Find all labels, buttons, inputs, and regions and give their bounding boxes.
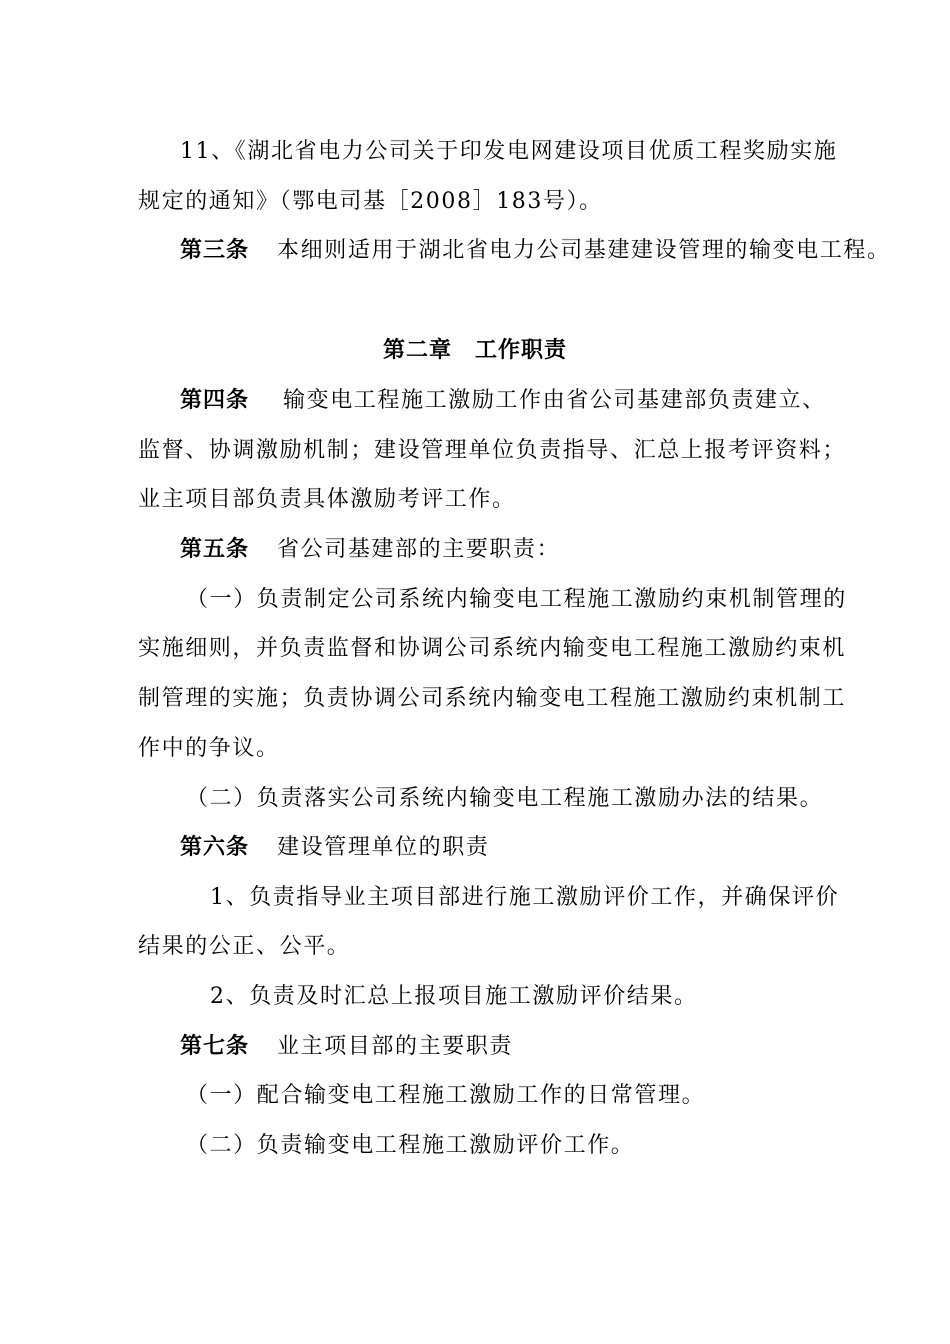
article-3-title: 第三条 [180,238,250,263]
article-7-text: 业主项目部的主要职责 [277,1034,514,1059]
article-4-text: 输变电工程施工激励工作由省公司基建部负责建立、 [283,388,826,413]
article-6 [180,833,489,863]
article-5-title: 第五条 [180,537,250,562]
article-7-item-1: （一）配合输变电工程施工激励工作的日常管理。 [186,1083,706,1108]
article-5-item-1-line-2: 实施细则，并负责监督和协调公司系统内输变电工程施工激励约束机 [138,636,847,661]
item-11-line-2: 规定的通知》（鄂电司基［2008］183号）。 [138,189,603,214]
article-5-item-2: （二）负责落实公司系统内输变电工程施工激励办法的结果。 [186,786,824,811]
article-5-item-1-line-1: （一）负责制定公司系统内输变电工程施工激励约束机制管理的 [186,587,847,612]
article-6-text: 建设管理单位的职责 [277,835,490,860]
article-5-text: 省公司基建部的主要职责： [277,537,561,562]
article-5-item-1-line-4: 作中的争议。 [138,736,280,761]
article-4-line-3: 业主项目部负责具体激励考评工作。 [138,487,516,512]
chapter-2-heading: 第二章 工作职责 [382,338,567,363]
article-4-line-1 [180,386,826,416]
article-4-title: 第四条 [180,388,250,413]
article-7-title: 第七条 [180,1034,250,1059]
article-7-item-2: （二）负责输变电工程施工激励评价工作。 [186,1133,635,1158]
article-4-line-2: 监督、协调激励机制；建设管理单位负责指导、汇总上报考评资料； [138,438,847,463]
article-6-item-2: 2、负责及时汇总上报项目施工激励评价结果。 [210,984,698,1009]
article-6-item-1-line-1: 1、负责指导业主项目部进行施工激励评价工作，并确保评价 [210,885,840,910]
article-7 [180,1032,513,1062]
article-3 [180,236,891,266]
article-6-item-1-line-2: 结果的公正、公平。 [138,934,351,959]
article-5 [180,535,560,565]
item-11-line-1: 11、《湖北省电力公司关于印发电网建设项目优质工程奖励实施 [180,139,838,164]
article-6-title: 第六条 [180,835,250,860]
article-3-text: 本细则适用于湖北省电力公司基建建设管理的输变电工程。 [277,238,891,263]
article-5-item-1-line-3: 制管理的实施；负责协调公司系统内输变电工程施工激励约束机制工 [138,686,847,711]
